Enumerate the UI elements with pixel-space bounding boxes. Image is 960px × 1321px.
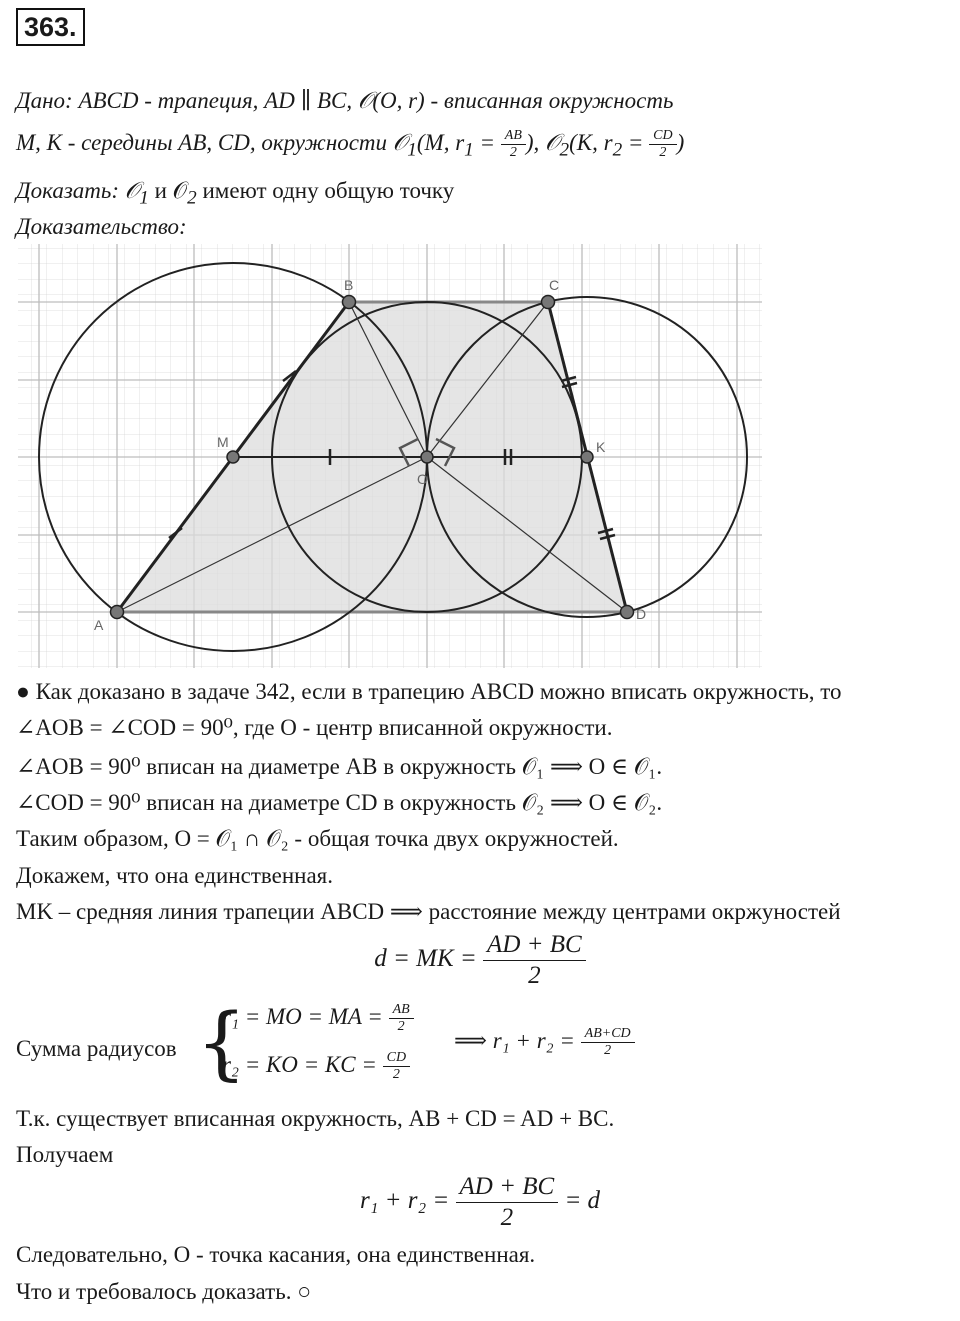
frac-den: 2: [659, 145, 667, 161]
point-m: [227, 451, 239, 463]
given-line2-part: =: [473, 130, 501, 155]
proof-line-3: ∠AOB = 90⁰ вписан на диаметре AB в окружность 𝒪₁ ⟹ O ∈ 𝒪₁.: [16, 754, 663, 779]
fraction-ad-bc: [456, 1172, 559, 1233]
given-line-1: [16, 86, 673, 116]
proof-label: Доказательство:: [16, 214, 187, 239]
sub-index: 1: [407, 139, 417, 161]
frac-num: AD + BC: [456, 1172, 559, 1203]
proof-line-5: Таким образом, O = 𝒪₁ ∩ 𝒪₂ - общая точка двух окружностей.: [16, 826, 619, 851]
proof-line-10: Следовательно, O - точка касания, она единственная.: [16, 1242, 536, 1267]
prove-label: Доказать: [16, 178, 112, 203]
proof-line-8: Т.к. существует вписанная окружность, AB + CD = AD + BC.: [16, 1106, 615, 1131]
fraction-cd-2: [649, 128, 676, 161]
sub-index: 1: [464, 139, 474, 161]
fraction-cd-2: [383, 1050, 410, 1083]
sys-result-left: ⟹ r₁ + r₂ =: [454, 1028, 581, 1053]
given-line2-part: ), 𝒪: [525, 130, 560, 155]
prove-part: : 𝒪: [111, 178, 140, 203]
sys-left: r₁ = MO = MA =: [222, 1004, 389, 1029]
proof-line-7: MK – средняя линия трапеции ABCD ⟹ расстояние между центрами окржуностей: [16, 899, 841, 924]
frac-den: 2: [392, 1067, 400, 1083]
frac-den: 2: [604, 1043, 612, 1059]
eq-left: d = MK =: [374, 945, 484, 973]
fraction-ab-2: [389, 1002, 414, 1035]
label-c: C: [549, 277, 560, 293]
system-result: [454, 1026, 635, 1059]
point-c: [542, 296, 555, 309]
problem-number: 363.: [16, 8, 85, 46]
eq-left: r₁ + r₂ =: [359, 1187, 456, 1215]
proof-line-4: ∠COD = 90⁰ вписан на диаметре CD в окружность 𝒪₂ ⟹ O ∈ 𝒪₂.: [16, 790, 663, 815]
prove-line: [16, 176, 454, 214]
given-line2-part: (K, r: [569, 130, 613, 155]
label-b: B: [344, 277, 354, 293]
label-o: O: [417, 471, 428, 487]
proof-line-11: Что и требовалось доказать. ○: [16, 1279, 312, 1304]
sub-index: 2: [559, 139, 570, 161]
prove-part: и 𝒪: [148, 178, 188, 203]
given-line2-part: M, K - середины AB, CD, окружности 𝒪: [16, 130, 408, 155]
sub-index: 2: [612, 139, 623, 161]
frac-den: 2: [500, 1204, 514, 1231]
label-d: D: [636, 606, 647, 622]
sub-index: 1: [139, 187, 149, 209]
geometry-figure: [18, 244, 762, 668]
equation-r1-r2: [0, 1172, 960, 1233]
given-line-2: [16, 128, 684, 166]
eq-right: = d: [558, 1187, 601, 1215]
frac-num: AB: [501, 128, 526, 145]
frac-num: CD: [383, 1050, 410, 1067]
given-text: : ABCD - трапеция, AD ∥ BC, 𝒪(O, r) - вписанная окружность: [65, 88, 674, 113]
system-brace: {: [196, 996, 247, 1089]
proof-line-9: Получаем: [16, 1142, 114, 1167]
frac-num: AB+CD: [581, 1026, 635, 1043]
frac-den: 2: [528, 962, 541, 989]
frac-num: AD + BC: [483, 930, 586, 961]
frac-num: AB: [389, 1002, 414, 1019]
point-b: [343, 296, 356, 309]
equation-d-mk: [0, 930, 960, 991]
label-m: M: [217, 434, 229, 450]
given-line2-part: (M, r: [416, 130, 465, 155]
frac-den: 2: [509, 145, 517, 161]
prove-part: имеют одну общую точку: [196, 178, 455, 203]
sub-index: 2: [187, 187, 197, 209]
frac-num: CD: [649, 128, 676, 145]
sys-left: r₂ = KO = KC =: [222, 1052, 383, 1077]
proof-line-1: ● Как доказано в задаче 342, если в трапецию ABCD можно вписать окружность, то: [16, 679, 842, 704]
point-d: [621, 606, 634, 619]
given-line2-part: ): [676, 130, 685, 155]
system-row-1: [222, 1002, 414, 1035]
label-a: A: [94, 617, 104, 633]
proof-line-6: Докажем, что она единственная.: [16, 863, 333, 888]
frac-den: 2: [397, 1019, 405, 1035]
label-k: K: [596, 439, 606, 455]
point-o: [421, 451, 433, 463]
system-row-2: [222, 1050, 410, 1083]
fraction-ab-2: [501, 128, 526, 161]
point-k: [581, 451, 593, 463]
sum-radii-label: Сумма радиусов: [16, 1036, 177, 1061]
fraction-ad-bc: [483, 930, 586, 991]
fraction-ab-cd-2: [581, 1026, 635, 1059]
given-label: Дано: [16, 88, 66, 113]
point-a: [111, 606, 124, 619]
given-line2-part: =: [622, 130, 650, 155]
proof-line-2: ∠AOB = ∠COD = 90⁰, где O - центр вписанной окружности.: [16, 715, 613, 740]
